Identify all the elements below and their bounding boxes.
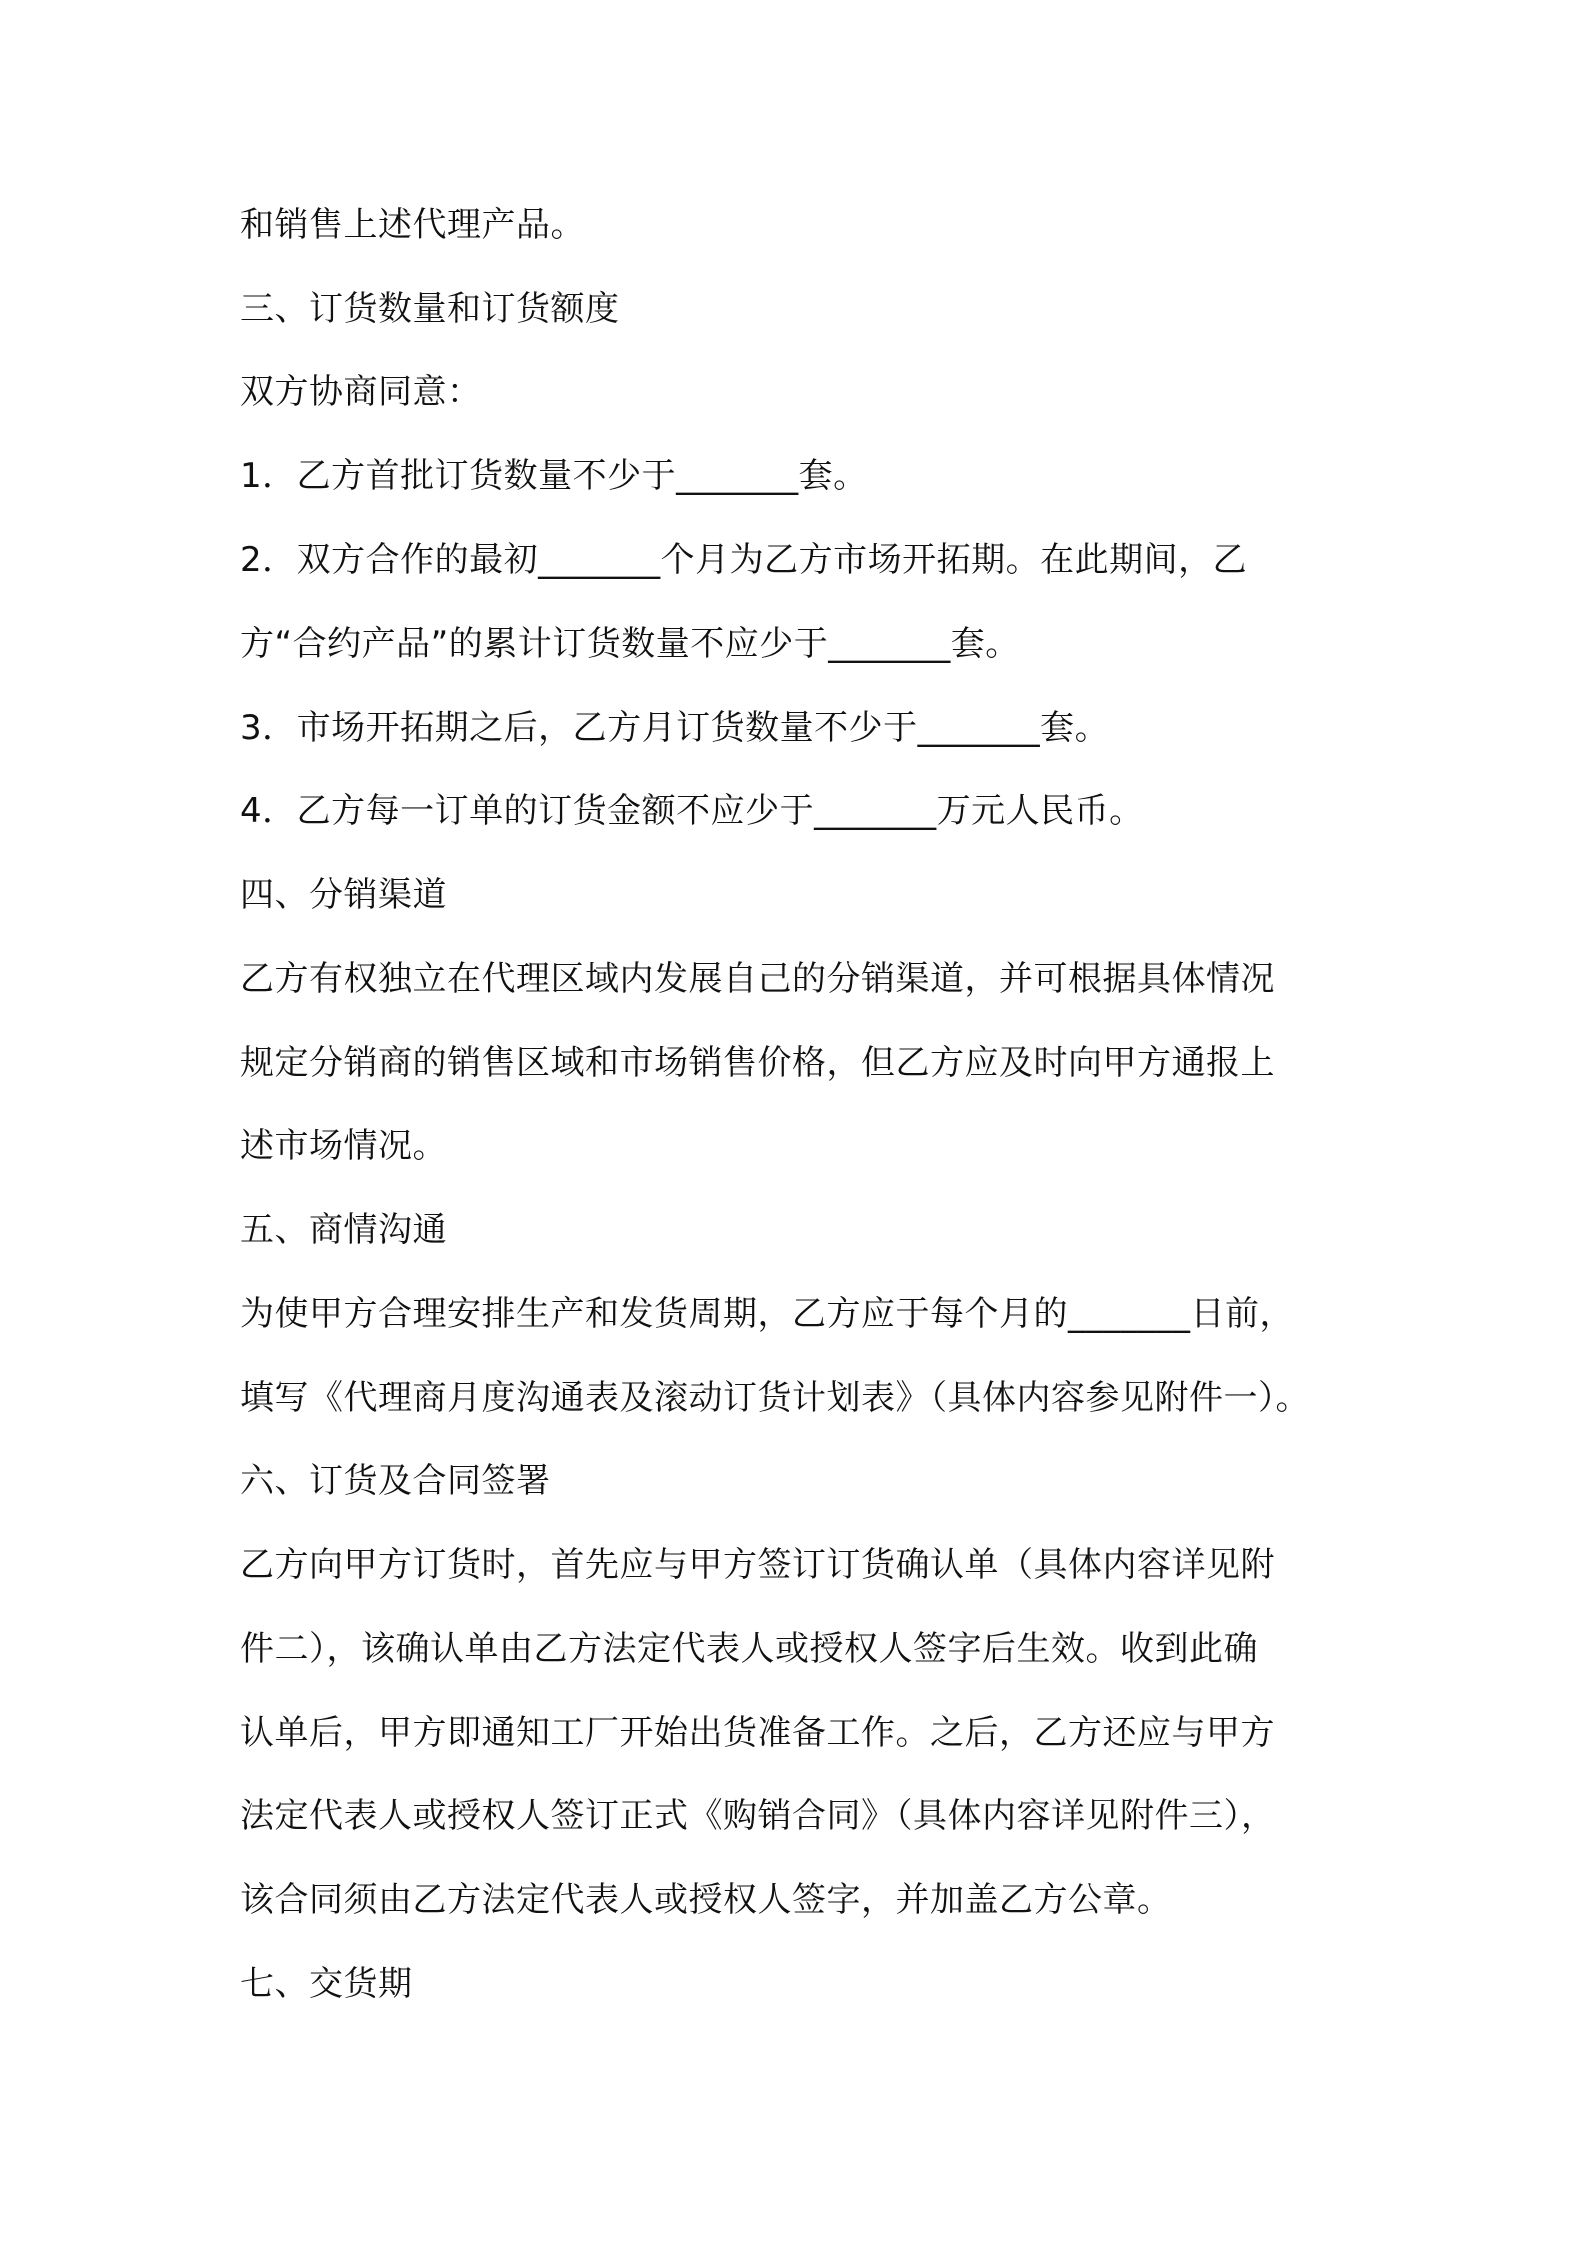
section-heading-5: 五、商情沟通 <box>240 1210 447 1250</box>
section-heading-3: 三、订货数量和订货额度 <box>240 289 620 329</box>
section-5-line-1: 为使甲方合理安排生产和发货周期，乙方应于每个月的_______日前， <box>240 1294 1294 1334</box>
clause-3-2-line-1: 2．双方合作的最初_______个月为乙方市场开拓期。在此期间，乙 <box>240 540 1248 580</box>
paragraph-line-agree: 双方协商同意： <box>240 372 482 412</box>
clause-3-3: 3．市场开拓期之后，乙方月订货数量不少于_______套。 <box>240 708 1110 748</box>
section-5-line-2: 填写《代理商月度沟通表及滚动订货计划表》（具体内容参见附件一）。 <box>240 1378 1310 1418</box>
section-6-line-3: 认单后，甲方即通知工厂开始出货准备工作。之后，乙方还应与甲方 <box>240 1713 1275 1753</box>
clause-3-1: 1．乙方首批订货数量不少于_______套。 <box>240 456 868 496</box>
clause-3-2-line-2: 方“合约产品”的累计订货数量不应少于_______套。 <box>240 624 1020 664</box>
section-6-line-4: 法定代表人或授权人签订正式《购销合同》（具体内容详见附件三）， <box>240 1796 1276 1836</box>
section-heading-4: 四、分销渠道 <box>240 875 447 915</box>
clause-3-4: 4．乙方每一订单的订货金额不应少于_______万元人民币。 <box>240 791 1144 831</box>
section-6-line-5: 该合同须由乙方法定代表人或授权人签字，并加盖乙方公章。 <box>240 1880 1172 1920</box>
section-heading-6: 六、订货及合同签署 <box>240 1461 551 1501</box>
section-heading-7: 七、交货期 <box>240 1964 413 2004</box>
section-6-line-1: 乙方向甲方订货时，首先应与甲方签订订货确认单（具体内容详见附 <box>240 1545 1275 1585</box>
section-6-line-2: 件二），该确认单由乙方法定代表人或授权人签字后生效。收到此确 <box>240 1629 1258 1669</box>
section-4-line-1: 乙方有权独立在代理区域内发展自己的分销渠道，并可根据具体情况 <box>240 959 1275 999</box>
section-4-line-2: 规定分销商的销售区域和市场销售价格，但乙方应及时向甲方通报上 <box>240 1043 1275 1083</box>
paragraph-line-1: 和销售上述代理产品。 <box>240 205 585 245</box>
section-4-line-3: 述市场情况。 <box>240 1126 447 1166</box>
